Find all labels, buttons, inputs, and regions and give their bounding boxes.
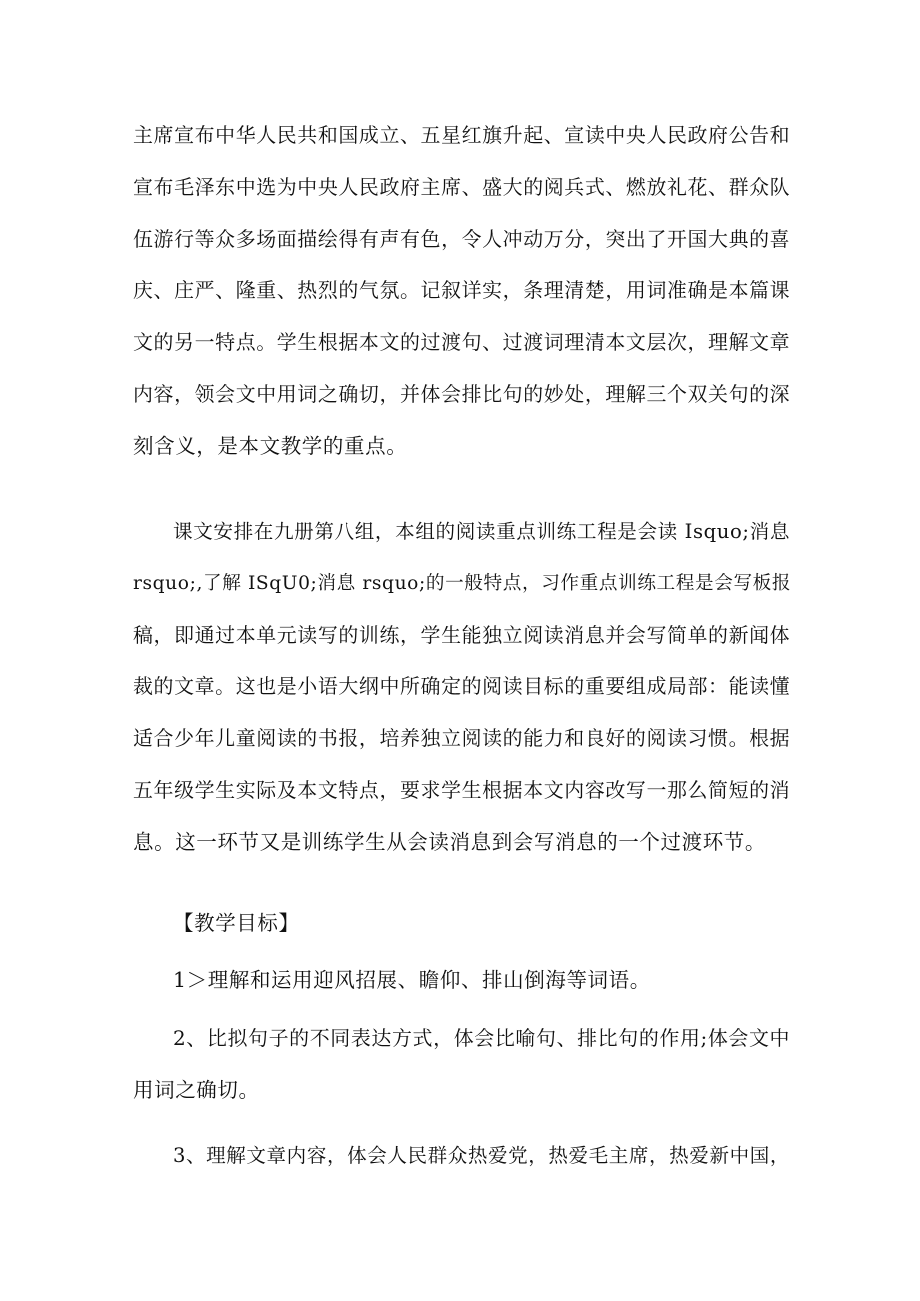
- paragraph-ceremony-description: [133, 110, 793, 473]
- text-line: 稿，即通过本单元读写的训练，学生能独立阅读消息并会写简单的新闻体: [133, 622, 791, 647]
- text-line: 宣布毛泽东中选为中央人民政府主席、盛大的阅兵式、燃放礼花、群众队: [133, 174, 791, 199]
- section-heading-teaching-goals: [133, 898, 793, 950]
- section-heading: 【教学目标】: [173, 911, 300, 935]
- text-line: 课文安排在九册第八组，本组的阅读重点训练工程是会读 Isquo;消息: [173, 520, 791, 543]
- text-line: 裁的文章。这也是小语大纲中所确定的阅读目标的重要组成局部：能读懂: [133, 674, 791, 699]
- text-line: 刻含义，是本文教学的重点。: [133, 433, 408, 458]
- text-line: 适合少年儿童阅读的书报，培养独立阅读的能力和良好的阅读习惯。根据: [133, 726, 791, 751]
- text-line: 2、比拟句子的不同表达方式，体会比喻句、排比句的作用;体会文中: [173, 1026, 791, 1050]
- text-line: 文的另一特点。学生根据本文的过渡句、过渡词理清本文层次，理解文章: [133, 330, 791, 355]
- text-line: 1＞理解和运用迎风招展、瞻仰、排山倒海等词语。: [173, 968, 651, 992]
- text-line: 息。这一环节又是训练学生从会读消息到会写消息的一个过渡环节。: [133, 829, 766, 854]
- text-line: 主席宣布中华人民共和国成立、五星红旗升起、宣读中央人民政府公告和: [133, 123, 791, 147]
- text-line: 伍游行等众多场面描绘得有声有色，令人冲动万分，突出了开国大典的喜: [133, 226, 791, 251]
- text-line: 内容，领会文中用词之确切，并体会排比句的妙处，理解三个双关句的深: [133, 381, 791, 406]
- goal-item-3: [133, 1130, 793, 1182]
- text-line: 庆、庄严、隆重、热烈的气氛。记叙详实，条理清楚，用词准确是本篇课: [133, 278, 791, 303]
- text-line: 3、理解文章内容，体会人民群众热爱党，热爱毛主席，热爱新中国，: [173, 1144, 790, 1167]
- text-line: 五年级学生实际及本文特点，要求学生根据本文内容改写一那么简短的消: [133, 777, 791, 802]
- paragraph-unit-arrangement: [133, 506, 793, 869]
- text-line: rsquo;,了解 ISqU0;消息 rsquo;的一般特点，习作重点训练工程是会写板报: [133, 572, 792, 594]
- goal-item-1: [133, 955, 793, 1007]
- goal-item-2: [133, 1013, 793, 1117]
- text-line: 用词之确切。: [133, 1077, 260, 1102]
